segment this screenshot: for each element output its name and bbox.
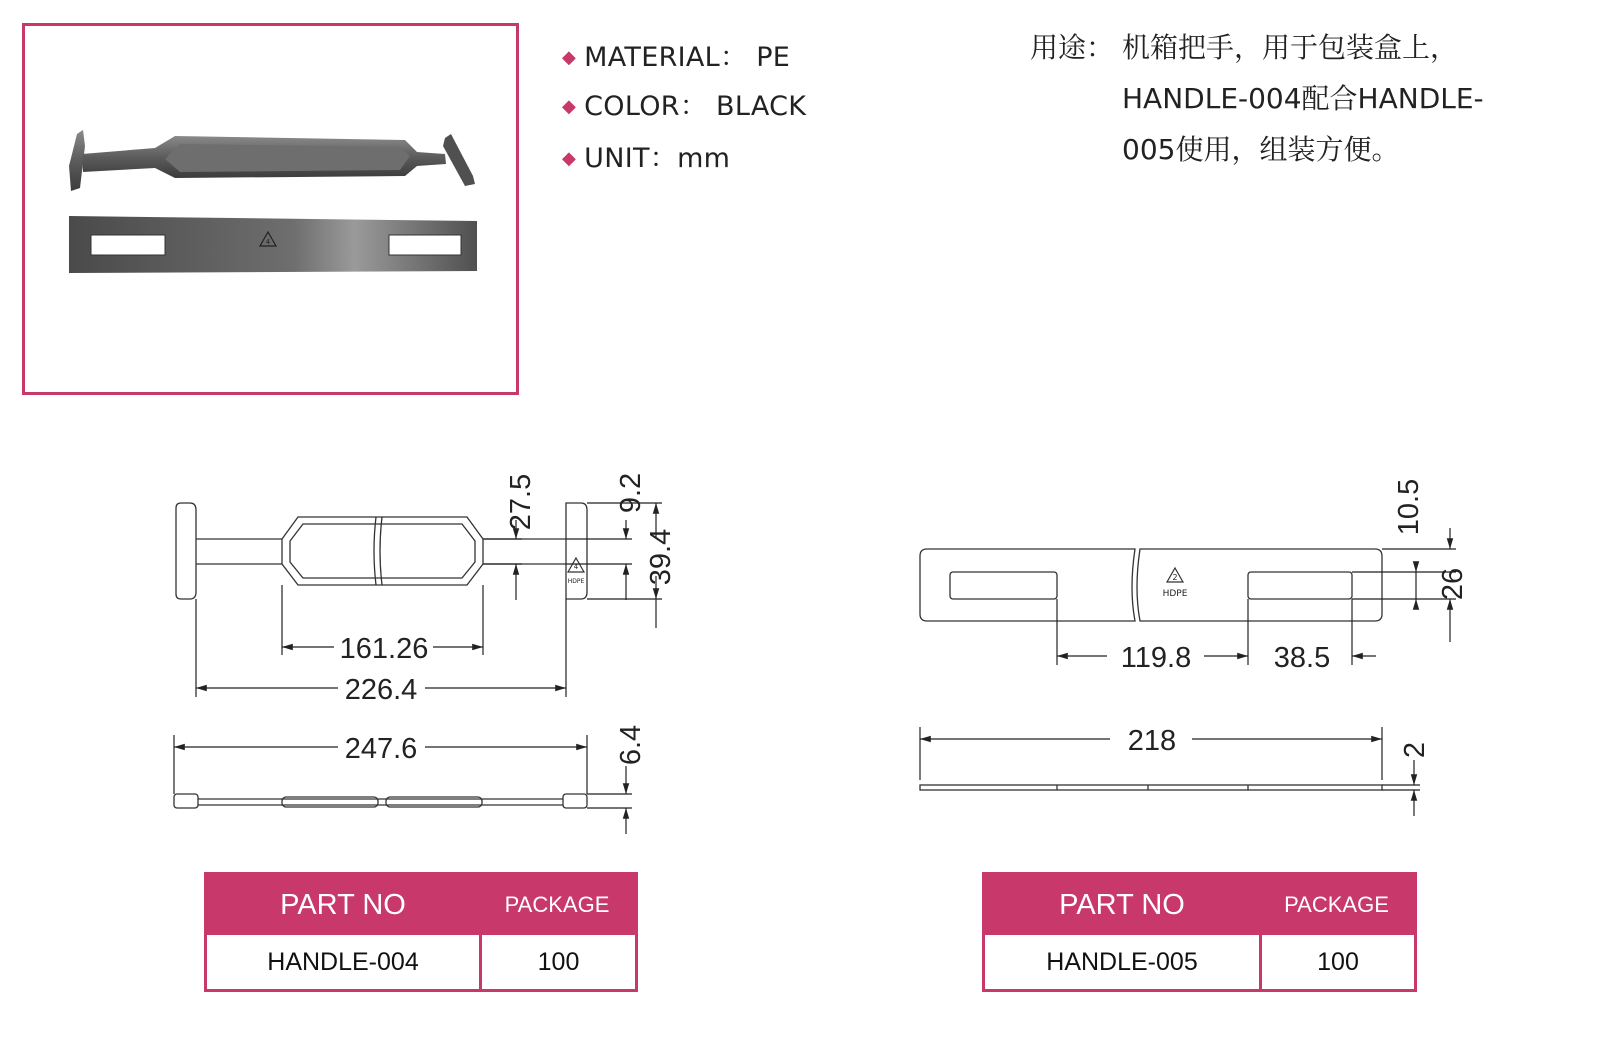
recycle-code-right: 2 xyxy=(1172,573,1178,582)
dim-247-6: 247.6 xyxy=(344,733,418,765)
dim-2: 2 xyxy=(1399,741,1431,759)
dim-9-2: 9.2 xyxy=(615,472,647,514)
handle-004-side-view xyxy=(174,794,587,808)
usage-line-2: HANDLE-004配合HANDLE- xyxy=(1122,82,1484,115)
recycle-text-left: HDPE xyxy=(567,578,585,585)
dim-38-5: 38.5 xyxy=(1273,642,1331,674)
header-part-no: PART NO xyxy=(1059,888,1185,921)
spec-unit-text: UNIT：mm xyxy=(584,143,731,174)
part-table-1 xyxy=(204,872,638,992)
dim-226-4: 226.4 xyxy=(344,674,418,706)
diamond-bullet-icon: ◆ xyxy=(562,148,577,169)
recycle-text-right: HDPE xyxy=(1162,589,1188,599)
recycle-icon-code: 4 xyxy=(265,238,271,246)
dim-6-4: 6.4 xyxy=(615,724,647,766)
cell-package: 100 xyxy=(1317,947,1359,976)
header-package: PACKAGE xyxy=(504,892,610,917)
recycle-code-left: 4 xyxy=(573,563,579,571)
dim-161-26: 161.26 xyxy=(339,633,429,665)
dim-26: 26 xyxy=(1437,567,1469,601)
dim-10-5: 10.5 xyxy=(1393,478,1425,536)
handle-005-drawing xyxy=(920,549,1382,621)
header-part-no: PART NO xyxy=(280,888,406,921)
dim-218: 218 xyxy=(1127,725,1177,757)
cell-part-no: HANDLE-004 xyxy=(267,947,419,976)
diamond-bullet-icon: ◆ xyxy=(562,47,577,68)
usage-label: 用途： xyxy=(1030,31,1115,64)
cell-package: 100 xyxy=(537,947,580,976)
part-table-2 xyxy=(982,872,1417,992)
header-package: PACKAGE xyxy=(1284,892,1389,917)
spec-color-text: COLOR： BLACK xyxy=(584,91,807,122)
spec-material-text: MATERIAL： PE xyxy=(584,42,791,73)
usage-line-1: 机箱把手，用于包装盒上， xyxy=(1122,31,1459,64)
handle-004-dimensions xyxy=(174,503,662,834)
cell-part-no: HANDLE-005 xyxy=(1046,947,1198,976)
handle-005-side-view xyxy=(920,785,1382,790)
dim-119-8: 119.8 xyxy=(1120,642,1192,674)
diamond-bullet-icon: ◆ xyxy=(562,96,577,117)
dim-39-4: 39.4 xyxy=(645,528,677,586)
dim-27-5: 27.5 xyxy=(505,473,537,531)
usage-line-3: 005使用，组装方便。 xyxy=(1122,133,1400,166)
